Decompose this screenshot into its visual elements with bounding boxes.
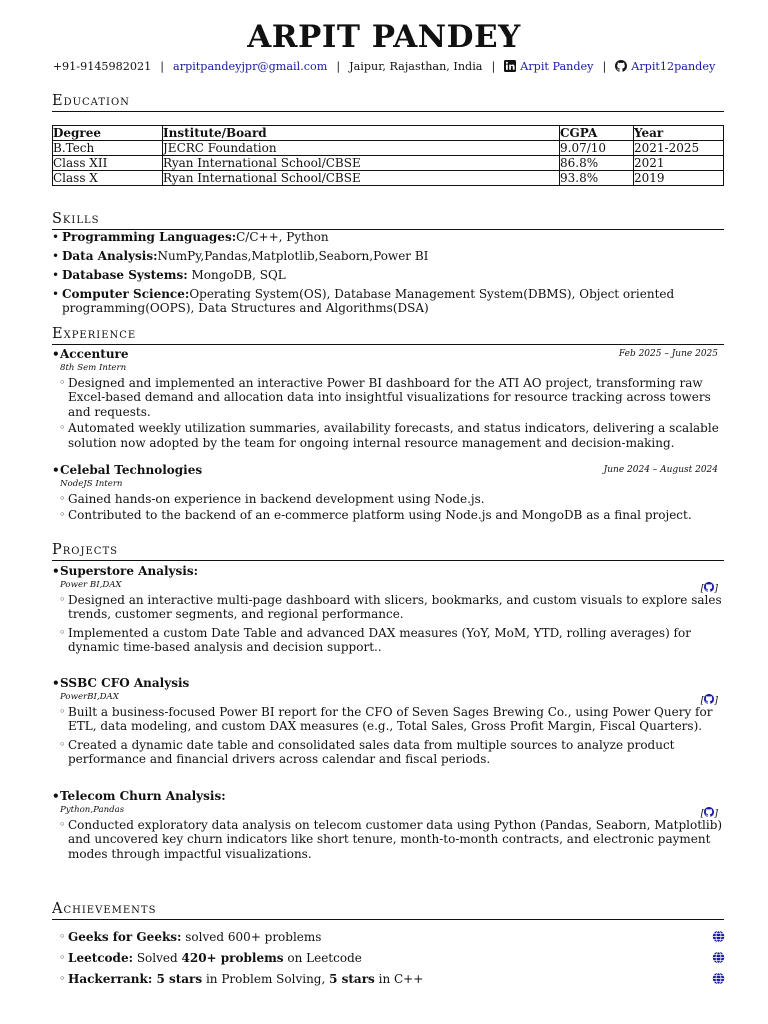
separator: | [160,60,165,73]
table-row [53,171,724,186]
skills-list [52,230,732,315]
company-name: • Accenture Feb 2025 – June 2025 [52,347,724,362]
project-entry [52,676,724,767]
role-title: NodeJS Intern [60,478,123,489]
table-cell: 9.07/10 [560,141,634,156]
table-cell: 2021-2025 [634,141,724,156]
projects-heading: Projects [52,541,724,561]
company-name: • Celebal Technologies June 2024 – August 2024 [52,463,724,478]
bullet-list [52,492,724,523]
achievements-heading: Achievements [52,900,724,920]
skills-heading: Skills [52,210,724,230]
table-cell: JECRC Foundation [163,141,560,156]
table-cell: 2019 [634,171,724,186]
list-item: ◦ Designed an interactive multi-page dashboard with slicers, bookmarks, and custom visuals to explore sales trends, customer segments, and regional performance. [52,593,724,622]
experience-entry [52,347,724,450]
list-item: ◦ Created a dynamic date table and consolidated sales data from multiple sources to analyze product performance and financial drivers across calendar and fiscal periods. [52,738,724,767]
skill-value: MongoDB, SQL [187,268,286,282]
table-header-row [53,126,724,141]
column-header: Degree [53,126,163,141]
github-link[interactable] [615,60,715,73]
achievement-label: Leetcode: [68,951,134,965]
achievement-label: Geeks for Geeks: [68,930,182,944]
skill-value: C/C++, Python [236,230,329,244]
list-item [52,249,732,263]
project-name: • SSBC CFO Analysis [52,676,724,691]
globe-icon[interactable] [712,972,725,988]
table-cell: 2021 [634,156,724,171]
github-icon [704,807,714,817]
column-header: Institute/Board [163,126,560,141]
education-heading: Education [52,92,724,112]
list-item: ◦ Hackerrank: 5 stars in Problem Solving, 5 stars in C++ [52,972,724,993]
project-entry [52,789,724,861]
linkedin-link[interactable] [504,60,593,73]
list-item: ◦ Conducted exploratory data analysis on telecom customer data using Python (Pandas, Seaborn, Matplotlib) and uncovered key churn indicators like short tenure, month-to-month contracts, and electronic payment modes through impactful visualizations. [52,818,724,862]
experience-heading: Experience [52,325,724,345]
table-cell: 86.8% [560,156,634,171]
contact-bar [0,59,768,77]
github-link[interactable]: [ ] [700,582,718,594]
list-item: ◦ Automated weekly utilization summaries, availability forecasts, and status indicators, delivering a scalable solution now adopted by the team for ongoing internal resource management and decision-making. [52,421,724,450]
table-row [53,156,724,171]
separator: | [491,60,496,73]
table-cell: Class XII [53,156,163,171]
list-item [52,230,732,244]
github-link[interactable]: [ ] [700,694,718,706]
email-link[interactable]: arpitpandeyjpr@gmail.com [173,60,328,73]
separator: | [336,60,341,73]
project-tech: Power BI,DAX [ ] [60,579,718,594]
bullet-list [52,818,724,862]
skill-label: Computer Science: [62,287,190,301]
table-cell: 93.8% [560,171,634,186]
project-name: • Telecom Churn Analysis: [52,789,724,804]
candidate-name: ARPIT PANDEY [247,19,521,55]
role-title: 8th Sem Intern [60,362,127,373]
list-item [52,268,732,282]
project-entry [52,564,724,655]
table-cell: B.Tech [53,141,163,156]
date-range: June 2024 – August 2024 [603,465,718,475]
skill-value: Operating System(OS), Database Management System(DBMS), Object oriented programming(OOPS), Data Structures and Algorithms(DSA) [62,287,675,315]
phone-number: +91-9145982021 [52,60,152,73]
bullet-list [52,705,724,767]
globe-icon[interactable] [712,930,725,946]
list-item: ◦ Implemented a custom Date Table and advanced DAX measures (YoY, MoM, YTD, rolling averages) for dynamic time-based analysis and decision support.. [52,626,724,655]
separator: | [602,60,607,73]
table-row [53,141,724,156]
linkedin-label: Arpit Pandey [520,60,594,73]
location-text: Jaipur, Rajasthan, India [349,60,483,73]
linkedin-icon [504,60,516,77]
education-table [52,125,724,186]
skill-label: Data Analysis: [62,249,158,263]
list-item [52,287,732,315]
project-name: • Superstore Analysis: [52,564,724,579]
date-range: Feb 2025 – June 2025 [618,349,718,359]
skill-label: Programming Languages: [62,230,237,244]
achievement-label: Hackerrank: [68,972,153,986]
skill-value: NumPy,Pandas,Matplotlib,Seaborn,Power BI [157,249,429,263]
table-cell: Ryan International School/CBSE [163,171,560,186]
list-item: ◦ Contributed to the backend of an e-commerce platform using Node.js and MongoDB as a final project. [52,508,724,523]
github-icon [615,60,627,77]
github-icon [704,582,714,592]
project-tech: Python,Pandas [ ] [60,804,718,819]
bullet-list [52,593,724,655]
achievement-text: solved 600+ problems [181,930,322,944]
list-item: ◦ Designed and implemented an interactive Power BI dashboard for the ATI AO project, transforming raw Excel-based demand and allocation data into insightful visualizations for resource tracking across towers and requests. [52,376,724,420]
github-label: Arpit12pandey [631,60,716,73]
list-item: ◦ Built a business-focused Power BI report for the CFO of Seven Sages Brewing Co., using Power Query for ETL, data modeling, and custom DAX measures (e.g., Total Sales, Gross Profit Margin, Fiscal Quarters). [52,705,724,734]
github-link[interactable]: [ ] [700,807,718,819]
table-cell: Class X [53,171,163,186]
experience-entry [52,463,724,523]
achievements-list [52,930,724,993]
globe-icon[interactable] [712,951,725,967]
list-item: ◦ Leetcode: Solved 420+ problems on Leetcode [52,951,724,972]
list-item [52,930,724,951]
table-cell: Ryan International School/CBSE [163,156,560,171]
project-tech: PowerBI,DAX [ ] [60,691,718,706]
skill-label: Database Systems: [62,268,188,282]
github-icon [704,694,714,704]
column-header: CGPA [560,126,634,141]
list-item: ◦ Gained hands-on experience in backend development using Node.js. [52,492,724,507]
bullet-list [52,376,724,451]
column-header: Year [634,126,724,141]
